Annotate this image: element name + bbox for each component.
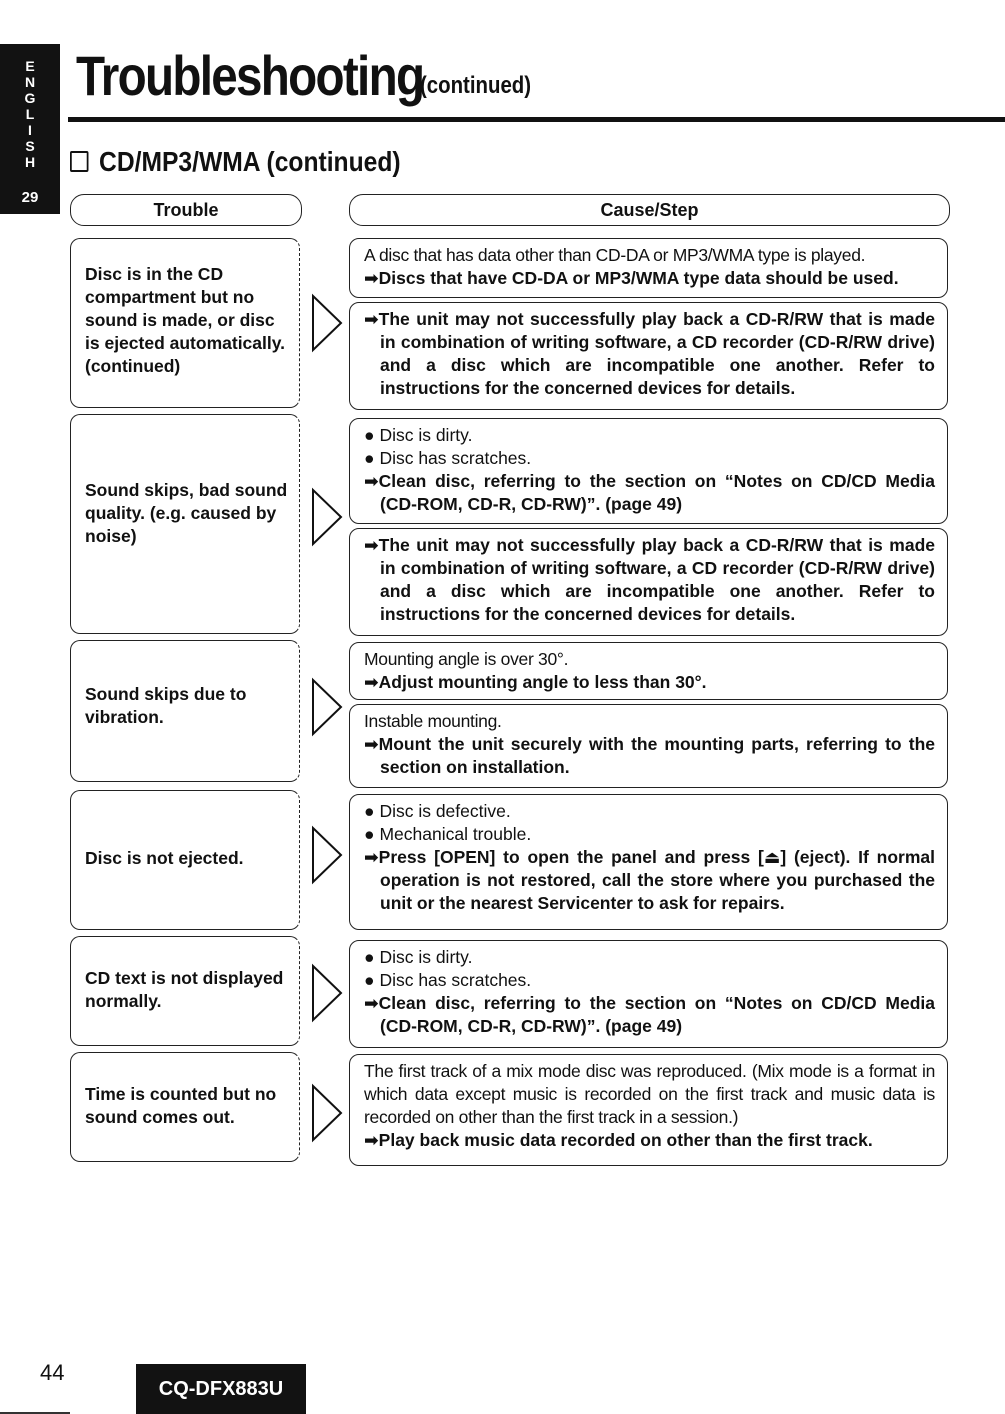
play-arrow-icon xyxy=(305,676,347,738)
trouble-text: Time is counted but no sound comes out. xyxy=(85,1084,277,1127)
cause-text: Instable mounting. xyxy=(364,711,502,731)
trouble-cell xyxy=(70,238,300,408)
play-arrow-icon xyxy=(305,292,347,354)
cause-box xyxy=(349,794,948,930)
trouble-cell xyxy=(70,790,300,930)
title-rule xyxy=(68,117,1005,122)
play-arrow-icon xyxy=(305,486,347,548)
cause-bullet: ● Disc is defective. xyxy=(364,801,511,821)
cause-box xyxy=(349,418,948,524)
trouble-text: CD text is not displayed normally. xyxy=(85,968,284,1011)
cause-step: ➡Clean disc, referring to the section on “Notes on CD/CD Media (CD-ROM, CD-R, CD-RW)”. (page 49) xyxy=(364,471,935,514)
cause-bullet: ● Disc is dirty. xyxy=(364,425,473,445)
cause-step: ➡Play back music data recorded on other than the first track. xyxy=(364,1130,873,1150)
trouble-text: Disc is not ejected. xyxy=(85,848,244,868)
page-title: Troubleshooting xyxy=(76,44,424,107)
cause-box xyxy=(349,302,948,410)
play-arrow-icon xyxy=(305,824,347,886)
checkbox-square-icon xyxy=(70,151,88,172)
trouble-text: Disc is in the CD compartment but no sound is made, or disc is ejected automatically. (continued) xyxy=(85,264,286,376)
cause-step: ➡Adjust mounting angle to less than 30°. xyxy=(364,672,707,692)
trouble-cell xyxy=(70,640,300,782)
cause-box xyxy=(349,704,948,788)
cause-box xyxy=(349,528,948,636)
cause-column-header: Cause/Step xyxy=(349,194,950,226)
cause-step: ➡Press [OPEN] to open the panel and press [⏏] (eject). If normal operation is not restored, call the store where you purchased the unit or the nearest Servicenter to ask for repairs. xyxy=(364,847,935,913)
play-arrow-icon xyxy=(305,962,347,1024)
cause-step: ➡Discs that have CD-DA or MP3/WMA type data should be used. xyxy=(364,268,899,288)
cause-box xyxy=(349,1054,948,1166)
trouble-cell xyxy=(70,414,300,634)
trouble-cell xyxy=(70,936,300,1046)
cause-bullet: ● Disc has scratches. xyxy=(364,448,532,468)
page-title-suffix: (continued) xyxy=(420,72,532,99)
section-heading xyxy=(70,146,401,178)
cause-bullet: ● Mechanical trouble. xyxy=(364,824,532,844)
cause-bullet: ● Disc has scratches. xyxy=(364,970,532,990)
trouble-text: Sound skips, bad sound quality. (e.g. caused by noise) xyxy=(85,480,288,546)
cause-box xyxy=(349,238,948,298)
cause-step: ➡The unit may not successfully play back a CD-R/RW that is made in combination of writing software, a CD recorder (CD-R/RW drive) and a disc which are incompatible one another. Refer to instructions for the concerned devices for details. xyxy=(364,535,935,624)
cause-text: A disc that has data other than CD-DA or MP3/WMA type is played. xyxy=(364,245,866,265)
cause-box xyxy=(349,642,948,700)
trouble-cell xyxy=(70,1052,300,1162)
cause-step: ➡The unit may not successfully play back a CD-R/RW that is made in combination of writing software, a CD recorder (CD-R/RW drive) and a disc which are incompatible one another. Refer to instructions for the concerned devices for details. xyxy=(364,309,935,398)
language-tab xyxy=(0,44,60,214)
chapter-number: 29 xyxy=(21,189,39,206)
cause-step: ➡Clean disc, referring to the section on “Notes on CD/CD Media (CD-ROM, CD-R, CD-RW)”. (page 49) xyxy=(364,993,935,1036)
cause-step: ➡Mount the unit securely with the mounting parts, referring to the section on installation. xyxy=(364,734,935,777)
cause-text: Mounting angle is over 30°. xyxy=(364,649,569,669)
page-number: 44 xyxy=(40,1360,65,1385)
trouble-column-header: Trouble xyxy=(70,194,302,226)
cause-text: The first track of a mix mode disc was reproduced. (Mix mode is a format in which data except music is recorded on the first track and music data is recorded on other than the first track in a session.) xyxy=(364,1061,935,1127)
language-tab-label: E N G L I S H xyxy=(24,58,36,170)
cause-bullet: ● Disc is dirty. xyxy=(364,947,473,967)
model-badge: CQ-DFX883U xyxy=(136,1364,306,1414)
trouble-text: Sound skips due to vibration. xyxy=(85,684,247,727)
play-arrow-icon xyxy=(305,1082,347,1144)
cause-box xyxy=(349,940,948,1048)
section-title: CD/MP3/WMA (continued) xyxy=(99,146,401,177)
